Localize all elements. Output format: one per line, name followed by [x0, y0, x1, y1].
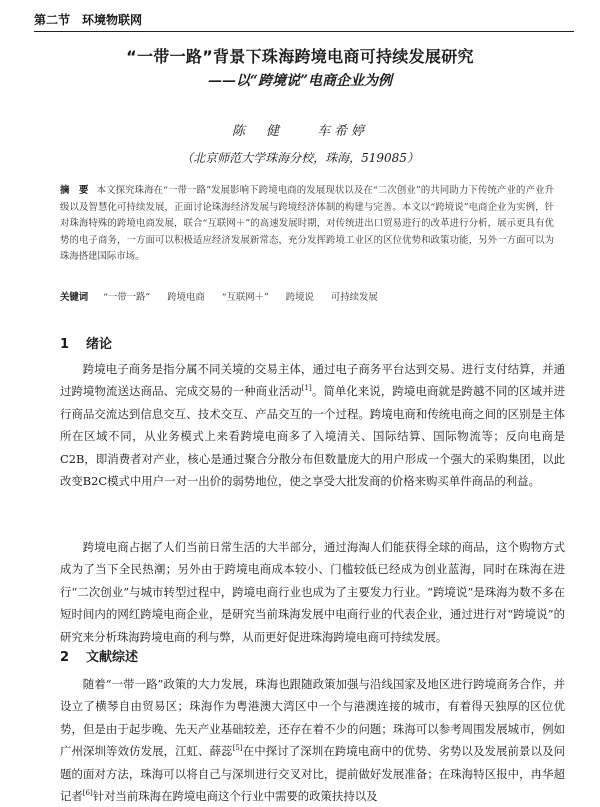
section-tag: 第二节 环境物联网	[34, 13, 143, 27]
abstract	[60, 183, 554, 266]
paragraph-text: 随着“一带一路”政策的大力发展，珠海也跟随政策加强与沿线国家及地区进行跨境商务合作，并设立了横琴自由贸易区；珠海作为粤港澳大湾区中一个与港澳连接的城市，有着得天独厚的区位优势，但是由于起步晚、先天产业基础较差，还存在着不少的问题；珠海可以参考周围发展城市，例如广州深圳等效仿发展，江虹、薛蕊	[60, 677, 565, 759]
section-number: 1	[60, 337, 70, 352]
citation: [5]	[232, 744, 243, 753]
paper-subtitle: ——以“跨境说”电商企业为例	[207, 73, 393, 89]
citation: [6]	[82, 789, 93, 798]
citation: [1]	[301, 384, 312, 393]
section-heading	[60, 646, 138, 665]
abstract-label: 摘 要	[60, 185, 89, 196]
running-header	[34, 6, 574, 32]
keywords-label: 关键词	[60, 292, 89, 303]
keyword: “一带一路”	[103, 292, 151, 303]
section-title: 绪论	[86, 337, 113, 352]
paragraph-text: 在中探讨了深圳在跨境电商中的优势、劣势以及发展前景以及问题的面对方法，珠海可以将自己与深圳进行交叉对比，提前做好发展准备；在珠海特区报中，冉华超记者	[60, 744, 565, 804]
paragraph	[60, 673, 565, 807]
paragraph-text: 跨境电子商务是指分属不同关境的交易主体，通过电子商务平台达到交易、进行支付结算，并通过跨境物流送达商品、完成交易的一种商业活动	[60, 362, 565, 399]
authors: 陈 健 车希婷	[231, 124, 368, 139]
paragraph-text: 针对当前珠海在跨境电商这个行业中需要的政策扶持以及	[92, 789, 378, 804]
keyword: 跨境电商	[167, 292, 205, 303]
section-number: 2	[60, 650, 70, 665]
section-title: 文献综述	[86, 650, 139, 665]
paragraph-text: 。简单化来说，跨境电商就是跨越不同的区域并进行商品交流达到信息交互、技术交互、产品交互的一个过程。跨境电商和传统电商之间的区别是主体所在区域不同，从业务模式上来看跨境电商多了入境清关、国际结算、国际物流等；反向电商是C2B，即消费者对产业，核心是通过聚合分散分布但数量庞大的用户形成一个强大的采购集团，以此改变B2C模式中用户一对一出价的弱势地位，使之享受大批发商的价格来购买单件商品的利益。	[60, 384, 565, 489]
header-rule	[34, 31, 574, 32]
keyword: “互联网＋”	[221, 292, 269, 303]
paper-title: “一带一路”背景下珠海跨境电商可持续发展研究	[126, 47, 474, 66]
section-heading	[60, 333, 112, 352]
paragraph	[60, 358, 565, 492]
keywords	[60, 289, 554, 303]
keyword: 可持续发展	[330, 292, 378, 303]
abstract-text: 本文探究珠海在“一带一路”发展影响下跨境电商的发展现状以及在“二次创业”的共同助力下传统产业的产业升级以及智慧化可持续发展，正面讨论珠海经济发展与跨境经济体制的构建与完善。本文以“跨境说”电商企业为实例，针对珠海特殊的跨境电商发展，联合“互联网＋”的高速发展时期，对传统进出口贸易进行的改革进行分析，展示更具有优势的电子商务，一方面可以积极适应经济发展新常态，充分发挥跨境工业区的区位优势和政策功能，另外一方面可以为珠海搭建国际市场。	[60, 185, 554, 263]
paragraph: 跨境电商占据了人们当前日常生活的大半部分，通过海淘人们能获得全球的商品，这个购物方式成为了当下全民热潮；另外由于跨境电商成本较小、门槛较低已经成为创业蓝海，同时在珠海在进行“二次创业”与城市转型过程中，跨境电商行业也成为了主要发力行业。“跨境说”是珠海为数不多在短时间内的网红跨境电商企业，是研究当前珠海发展中电商行业的代表企业，通过进行对“跨境说”的研究来分析珠海跨境电商的利与弊，从而更好促进珠海跨境电商可持续发展。	[60, 540, 565, 644]
keyword: 跨境说	[285, 292, 314, 303]
affiliation: （北京师范大学珠海分校，珠海，519085）	[181, 151, 419, 165]
